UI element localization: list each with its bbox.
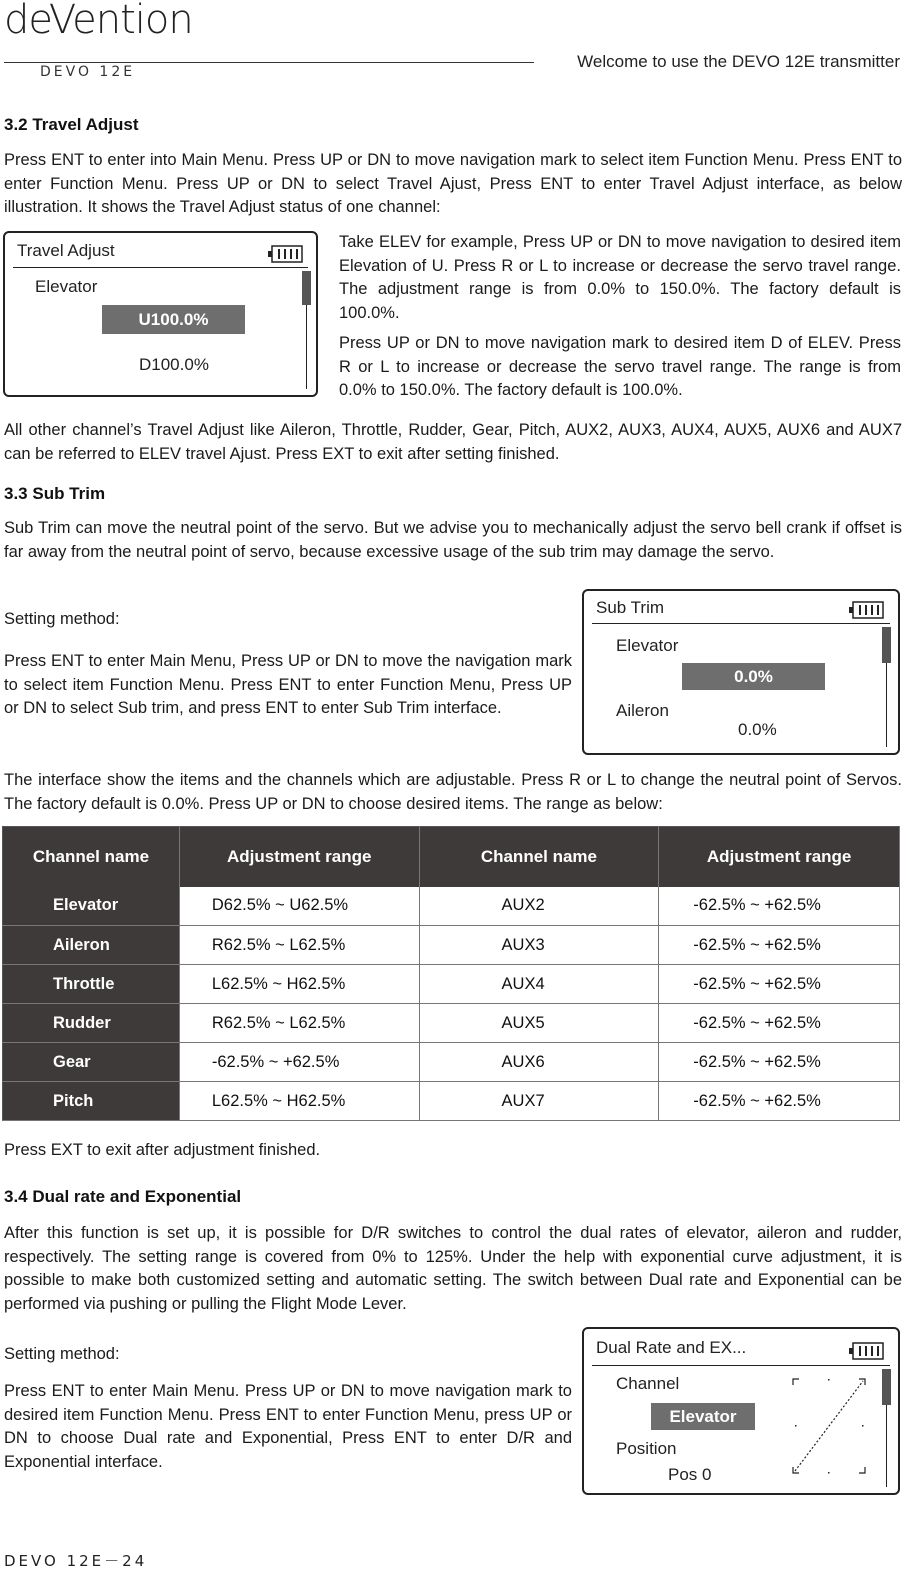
channel-cell: AUX6 <box>419 1043 659 1082</box>
table-row <box>3 887 900 926</box>
scrollbar-thumb <box>882 627 891 663</box>
battery-icon <box>848 1342 884 1360</box>
lcd-item: Elevator <box>35 277 98 296</box>
lcd-value: 0.0% <box>738 720 777 739</box>
lcd-divider <box>592 1365 890 1366</box>
range-cell: L62.5% ~ H62.5% <box>179 1082 419 1121</box>
lcd-item-aileron: Aileron <box>616 701 669 720</box>
channel-cell: Elevator <box>3 887 180 926</box>
subtrim-exit: Press EXT to exit after adjustment finished. <box>4 1141 321 1159</box>
range-cell: -62.5% ~ +62.5% <box>659 1004 900 1043</box>
channel-cell: AUX2 <box>419 887 659 926</box>
channel-cell: Aileron <box>3 926 180 965</box>
adjustment-range-table <box>2 826 900 1121</box>
channel-cell: AUX4 <box>419 965 659 1004</box>
table-row <box>3 1004 900 1043</box>
channel-cell: AUX7 <box>419 1082 659 1121</box>
logo-wordmark: deVention <box>4 0 193 43</box>
range-cell: R62.5% ~ L62.5% <box>179 1004 419 1043</box>
brand-logo <box>4 0 194 60</box>
subtrim-method: Press ENT to enter Main Menu, Press UP or DN to move the navigation mark to select item Function Menu. Press ENT to enter Function Menu, Press UP or DN to select Sub trim, and press ENT to enter Sub Trim interface. <box>4 652 572 717</box>
lcd-value: Pos 0 <box>668 1465 712 1484</box>
table-row <box>3 1043 900 1082</box>
battery-icon <box>267 245 303 263</box>
lcd-divider <box>592 623 890 624</box>
header-welcome: Welcome to use the DEVO 12E transmitter <box>577 52 900 71</box>
lcd-item-channel: Channel <box>616 1374 680 1393</box>
range-cell: -62.5% ~ +62.5% <box>659 887 900 926</box>
subtrim-intro: Sub Trim can move the neutral point of the servo. But we advise you to mechanically adjust the servo bell crank if offset is far away from the neutral point of servo, because excessive usage of the sub trim may damage the servo. <box>4 519 902 561</box>
dualrate-intro: After this function is set up, it is possible for D/R switches to control the dual rates of elevator, aileron and rudder, respectively. The setting range is covered from 0% to 125%. Under the help with exponential curve adjustment, it is possible to make both customized setting and automatic setting. The switch between Dual rate and Exponential can be performed via pushing or pulling the Flight Mode Lever. <box>4 1224 902 1313</box>
channel-cell: Pitch <box>3 1082 180 1121</box>
lcd-sub-trim <box>582 589 900 755</box>
lcd-title: Sub Trim <box>596 598 665 617</box>
range-cell: D62.5% ~ U62.5% <box>179 887 419 926</box>
table-row <box>3 965 900 1004</box>
travel-side-p1: Take ELEV for example, Press UP or DN to move navigation to desired item Elevation of U. Press R or L to increase or decrease the servo travel range. The adjustment range is from 0.0% to 150.0%. The factory default is 100.0%. <box>339 233 901 322</box>
travel-side-p2: Press UP or DN to move navigation mark to desired item D of ELEV. Press R or L to increase or decrease the servo travel range. The range is from 0.0% to 150.0%. The factory default is 100.0%. <box>339 334 901 399</box>
subtrim-setting-label: Setting method: <box>4 610 120 628</box>
dualrate-setting-label: Setting method: <box>4 1345 120 1363</box>
heading-dual-rate: 3.4 Dual rate and Exponential <box>4 1187 242 1206</box>
channel-cell: Gear <box>3 1043 180 1082</box>
channel-cell: Rudder <box>3 1004 180 1043</box>
lcd-title: Travel Adjust <box>17 241 115 260</box>
table-header: Adjustment range <box>179 827 419 887</box>
lcd-selected-value: Elevator <box>651 1403 755 1430</box>
dualrate-method: Press ENT to enter Main Menu. Press UP or DN to move navigation mark to desired item Function Menu. Press ENT to enter Function Menu, press UP or DN to choose Dual rate and Exponential, Press ENT to enter D/R and Exponential interface. <box>4 1382 572 1471</box>
range-cell: -62.5% ~ +62.5% <box>659 1082 900 1121</box>
lcd-dual-rate <box>582 1327 900 1495</box>
lcd-divider <box>13 267 308 268</box>
scrollbar-thumb <box>882 1369 891 1405</box>
range-cell: -62.5% ~ +62.5% <box>659 926 900 965</box>
lcd-travel-adjust <box>3 231 318 397</box>
range-cell: L62.5% ~ H62.5% <box>179 965 419 1004</box>
table-header: Adjustment range <box>659 827 900 887</box>
page-footer: DEVO 12E－24 <box>4 1552 148 1570</box>
lcd-selected-value: U100.0% <box>102 305 245 334</box>
travel-intro: Press ENT to enter into Main Menu. Press UP or DN to move navigation mark to select item Function Menu. Press ENT to enter Function Menu. Press UP or DN to select Travel Ajust, Press ENT to enter Travel Adjust interface, as below illustration. It shows the Travel Adjust status of one channel: <box>4 151 902 216</box>
table-row <box>3 1082 900 1121</box>
table-row <box>3 926 900 965</box>
channel-cell: AUX3 <box>419 926 659 965</box>
battery-icon <box>848 601 884 619</box>
curve-graph <box>791 1377 867 1475</box>
lcd-title: Dual Rate and EX... <box>596 1338 747 1357</box>
range-cell: -62.5% ~ +62.5% <box>179 1043 419 1082</box>
range-cell: -62.5% ~ +62.5% <box>659 965 900 1004</box>
lcd-item-elevator: Elevator <box>616 636 679 655</box>
heading-sub-trim: 3.3 Sub Trim <box>4 484 106 503</box>
lcd-item-position: Position <box>616 1439 677 1458</box>
lcd-value: D100.0% <box>139 355 209 374</box>
scrollbar-thumb <box>302 271 311 305</box>
table-header: Channel name <box>419 827 659 887</box>
channel-cell: AUX5 <box>419 1004 659 1043</box>
range-cell: R62.5% ~ L62.5% <box>179 926 419 965</box>
table-header: Channel name <box>3 827 180 887</box>
table-header-row <box>3 827 900 887</box>
heading-travel-adjust: 3.2 Travel Adjust <box>4 115 139 134</box>
logo-model: DEVO 12E <box>40 64 136 80</box>
header-divider <box>4 62 534 63</box>
subtrim-after: The interface show the items and the channels which are adjustable. Press R or L to change the neutral point of Servos. The factory default is 0.0%. Press UP or DN to choose desired items. The range as below: <box>4 771 902 813</box>
range-cell: -62.5% ~ +62.5% <box>659 1043 900 1082</box>
channel-cell: Throttle <box>3 965 180 1004</box>
travel-outro: All other channel’s Travel Adjust like Aileron, Throttle, Rudder, Gear, Pitch, AUX2, AUX3, AUX4, AUX5, AUX6 and AUX7 can be referred to ELEV travel Ajust. Press EXT to exit after setting finished. <box>4 421 902 463</box>
lcd-selected-value: 0.0% <box>682 663 825 690</box>
